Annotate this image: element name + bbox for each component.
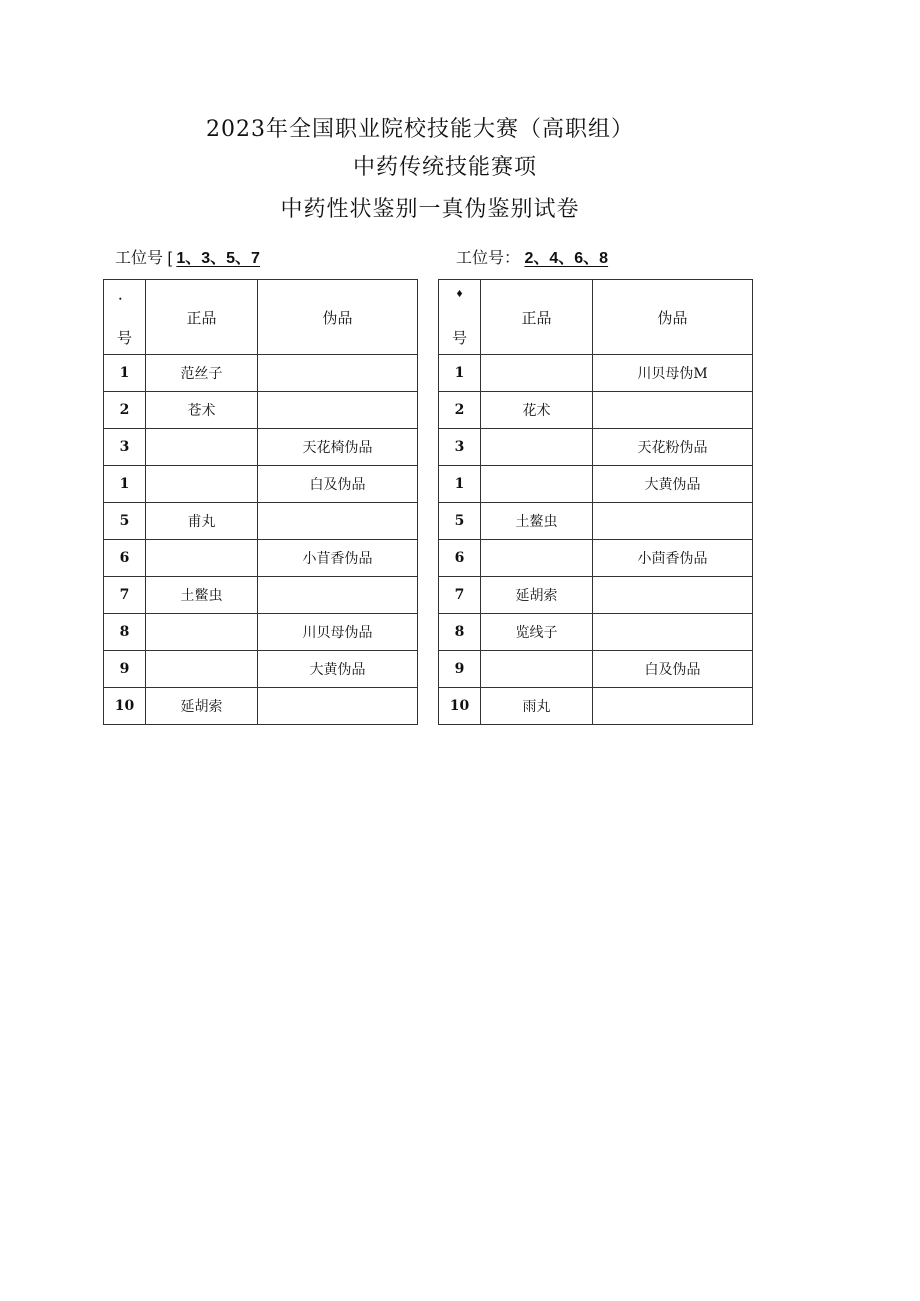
genuine-cell: [146, 540, 258, 577]
genuine-cell: [481, 651, 593, 688]
left-station-value: 1、3、5、7: [176, 250, 260, 267]
table-row: [439, 614, 753, 651]
table-row: [439, 688, 753, 725]
row-number: 3: [104, 429, 146, 466]
genuine-cell: 甫丸: [146, 503, 258, 540]
genuine-cell: [146, 651, 258, 688]
row-number: 5: [104, 503, 146, 540]
fake-cell: 小苜香伪品: [258, 540, 418, 577]
genuine-cell: [481, 355, 593, 392]
fake-cell: 天花粉伪品: [593, 429, 753, 466]
genuine-cell: [146, 614, 258, 651]
table-row: [439, 429, 753, 466]
row-number: 10: [104, 688, 146, 725]
fake-cell: 大黄伪品: [593, 466, 753, 503]
fake-cell: [593, 392, 753, 429]
table-row: [439, 503, 753, 540]
genuine-cell: 延胡索: [481, 577, 593, 614]
row-number: 9: [104, 651, 146, 688]
fake-cell: 白及伪品: [593, 651, 753, 688]
fake-cell: 天花椅伪品: [258, 429, 418, 466]
table-row: [104, 540, 418, 577]
title-line-3: 中药性状鉴别一真伪鉴别试卷: [280, 197, 580, 222]
row-number: 1: [104, 355, 146, 392]
fake-cell: [258, 355, 418, 392]
row-number: 6: [104, 540, 146, 577]
row-number: 6: [439, 540, 481, 577]
header-fake: 伪品: [258, 280, 418, 355]
header-number-cell: [104, 280, 146, 355]
genuine-cell: [146, 466, 258, 503]
table-row: [439, 392, 753, 429]
table-row: [104, 466, 418, 503]
row-number: 5: [439, 503, 481, 540]
left-station-heading: [115, 245, 260, 268]
fake-cell: [593, 503, 753, 540]
genuine-cell: [481, 429, 593, 466]
table-row: [104, 355, 418, 392]
table-row: [104, 614, 418, 651]
header-mark: ．: [118, 288, 131, 302]
table-row: [104, 577, 418, 614]
row-number: 2: [439, 392, 481, 429]
table-row: [439, 577, 753, 614]
table-row: [439, 355, 753, 392]
table-row: [104, 392, 418, 429]
fake-cell: 白及伪品: [258, 466, 418, 503]
left-answer-table: [103, 279, 418, 725]
fake-cell: [593, 688, 753, 725]
genuine-cell: 览线子: [481, 614, 593, 651]
header-genuine: 正品: [146, 280, 258, 355]
title-line-2: 中药传统技能赛项: [352, 155, 537, 180]
header-number-label: 号: [116, 330, 132, 347]
genuine-cell: [481, 540, 593, 577]
genuine-cell: 苍术: [146, 392, 258, 429]
left-station-label: 工位号 [: [115, 250, 172, 267]
table-row: [104, 429, 418, 466]
header-mark: ♦: [456, 286, 463, 300]
row-number: 7: [439, 577, 481, 614]
fake-cell: [593, 577, 753, 614]
fake-cell: 川贝母伪M: [593, 355, 753, 392]
genuine-cell: 土鳖虫: [146, 577, 258, 614]
table-row: [439, 466, 753, 503]
genuine-cell: 花术: [481, 392, 593, 429]
table-row: [104, 503, 418, 540]
right-station-value: 2、4、6、8: [524, 250, 609, 267]
row-number: 1: [104, 466, 146, 503]
row-number: 2: [104, 392, 146, 429]
table-header-row: [439, 280, 753, 355]
table-header-row: [104, 280, 418, 355]
header-number-cell: [439, 280, 481, 355]
fake-cell: [258, 392, 418, 429]
table-row: [104, 688, 418, 725]
table-row: [439, 651, 753, 688]
right-answer-table: [438, 279, 753, 725]
genuine-cell: 延胡索: [146, 688, 258, 725]
right-station-heading: [456, 245, 608, 268]
row-number: 1: [439, 355, 481, 392]
header-genuine: 正品: [481, 280, 593, 355]
fake-cell: 川贝母伪品: [258, 614, 418, 651]
genuine-cell: [146, 429, 258, 466]
genuine-cell: 范丝子: [146, 355, 258, 392]
row-number: 10: [439, 688, 481, 725]
genuine-cell: 雨丸: [481, 688, 593, 725]
row-number: 1: [439, 466, 481, 503]
row-number: 9: [439, 651, 481, 688]
fake-cell: [593, 614, 753, 651]
fake-cell: 小茴香伪品: [593, 540, 753, 577]
title-line-1: 2023年全国职业院校技能大赛（高职组）: [206, 117, 634, 142]
fake-cell: [258, 577, 418, 614]
header-fake: 伪品: [593, 280, 753, 355]
row-number: 3: [439, 429, 481, 466]
fake-cell: 大黄伪品: [258, 651, 418, 688]
genuine-cell: 土鳌虫: [481, 503, 593, 540]
row-number: 8: [104, 614, 146, 651]
right-station-label: 工位号：: [456, 250, 521, 267]
genuine-cell: [481, 466, 593, 503]
table-row: [439, 540, 753, 577]
header-number-label: 号: [451, 330, 467, 347]
row-number: 8: [439, 614, 481, 651]
fake-cell: [258, 503, 418, 540]
row-number: 7: [104, 577, 146, 614]
fake-cell: [258, 688, 418, 725]
table-row: [104, 651, 418, 688]
